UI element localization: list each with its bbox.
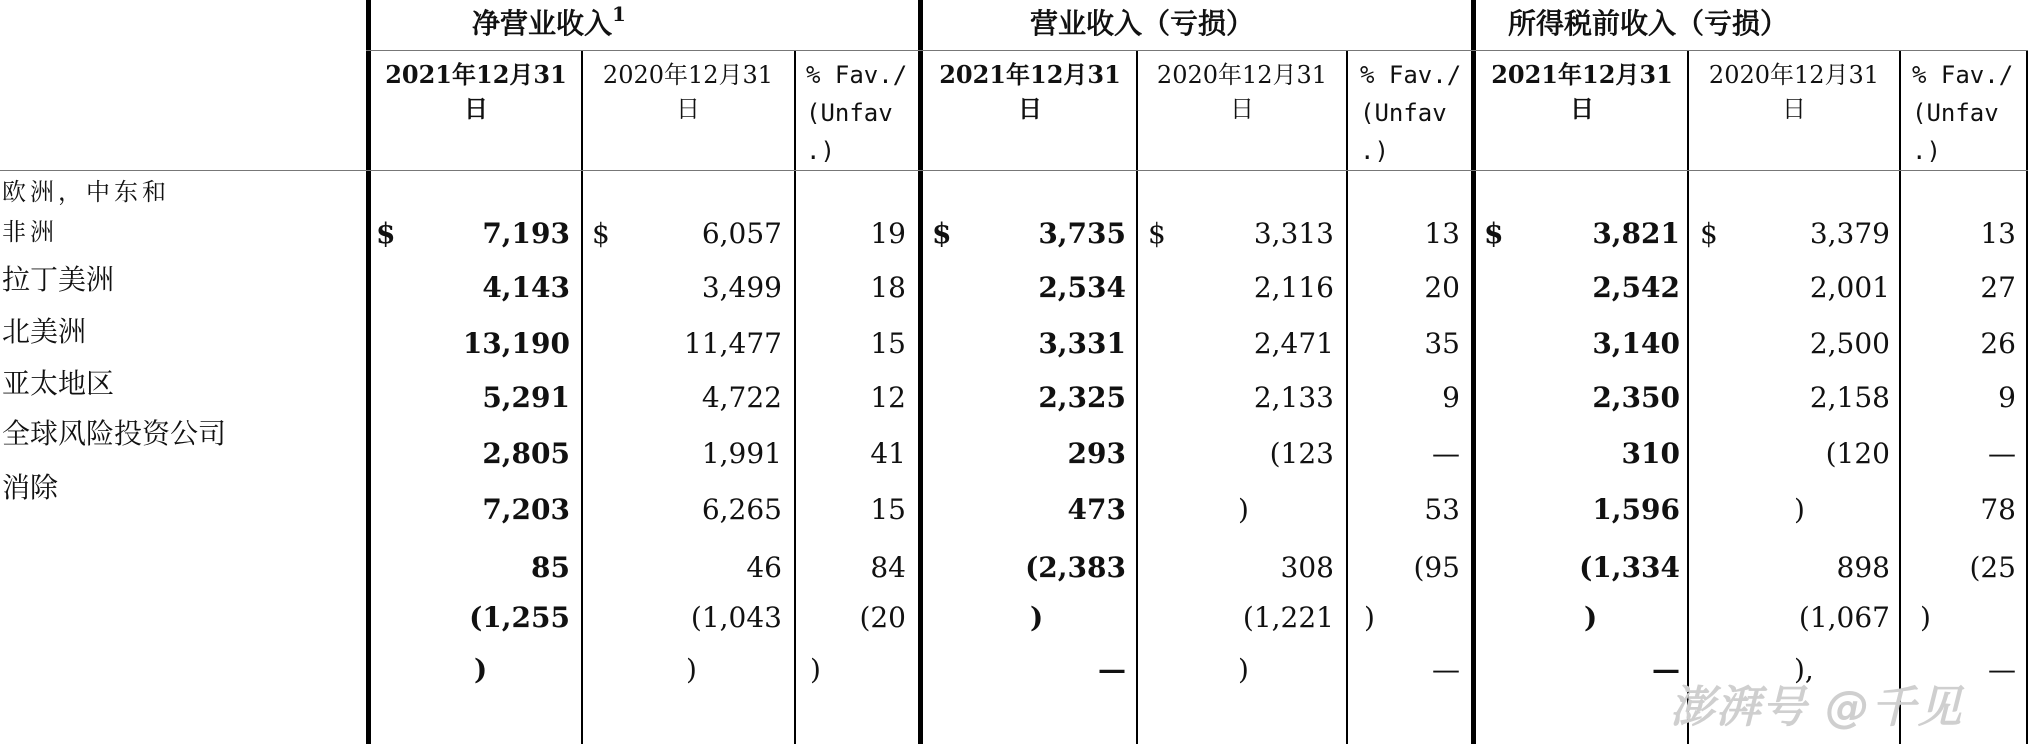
table-cell: (95	[1413, 551, 1460, 584]
row-label-asia-pacific: 亚太地区	[2, 367, 115, 400]
table-cell: 3,313	[1253, 217, 1334, 250]
watermark: 澎湃号 @千见	[1670, 682, 1964, 733]
table-cell: —	[1098, 653, 1126, 686]
table-cell: 20	[1424, 271, 1460, 304]
table-cell: 13	[1980, 217, 2016, 250]
table-cell: 11,477	[684, 327, 782, 360]
table-cell: 3,499	[701, 271, 782, 304]
table-cell: (1,043	[690, 601, 782, 634]
table-cell: —	[1988, 437, 2016, 470]
table-cell: 2,158	[1809, 381, 1890, 414]
table-cell: 4,143	[482, 271, 570, 304]
table-cell: 3,331	[1038, 327, 1126, 360]
table-cell: )	[1584, 601, 1598, 634]
table-cell: 293	[1067, 437, 1126, 470]
table-cell: ),	[1794, 653, 1814, 686]
table-cell: 4,722	[701, 381, 782, 414]
table-cell: )	[474, 653, 488, 686]
table-cell: )	[1238, 653, 1249, 686]
table-cell: (1,334	[1579, 551, 1680, 584]
column-divider	[581, 50, 583, 744]
table-cell: (1,255	[469, 601, 570, 634]
dollar-sign: $	[1484, 217, 1504, 250]
row-label-north-america: 北美洲	[2, 315, 87, 348]
table-cell: 2,350	[1592, 381, 1680, 414]
table-cell: (123	[1269, 437, 1334, 470]
table-cell: 27	[1980, 271, 2016, 304]
column-divider	[1899, 50, 1901, 744]
table-cell: 2,534	[1038, 271, 1126, 304]
subheader-2021: 2021年12月31 日	[385, 60, 567, 123]
table-cell: 308	[1280, 551, 1334, 584]
table-cell: —	[1988, 653, 2016, 686]
table-cell: 2,116	[1253, 271, 1334, 304]
table-cell: 9	[1998, 381, 2016, 414]
table-cell: 6,265	[701, 493, 782, 526]
table-cell: 35	[1424, 327, 1460, 360]
table-cell: 2,542	[1592, 271, 1680, 304]
table-cell: 2,500	[1809, 327, 1890, 360]
column-divider	[1471, 0, 1476, 744]
table-cell: 13,190	[462, 327, 570, 360]
table-cell: 3,379	[1809, 217, 1890, 250]
table-cell: )	[1238, 493, 1249, 526]
subheader-pct: % Fav./ (Unfav .)	[806, 61, 908, 165]
header-net-revenue: 净营业收入$^1$	[472, 2, 626, 40]
table-cell: 19	[870, 217, 906, 250]
table-cell: (20	[859, 601, 906, 634]
dollar-sign: $	[592, 217, 610, 250]
dollar-sign: $	[1700, 217, 1718, 250]
table-cell: 2,325	[1038, 381, 1126, 414]
table-cell: 3,735	[1038, 217, 1126, 250]
subheader-2021: 2021年12月31 日	[1491, 60, 1673, 123]
row-label-latin-america: 拉丁美洲	[2, 263, 115, 296]
header-divider	[366, 50, 2028, 51]
table-cell: 7,193	[482, 217, 570, 250]
table-cell: 26	[1980, 327, 2016, 360]
column-divider	[366, 0, 371, 744]
header-operating-income: 营业收入（亏损）	[1030, 7, 1255, 40]
table-cell: 1,991	[701, 437, 782, 470]
column-divider	[794, 50, 796, 744]
table-cell: 12	[870, 381, 906, 414]
table-cell: 6,057	[701, 217, 782, 250]
table-cell: 898	[1836, 551, 1890, 584]
subheader-pct: % Fav./ (Unfav .)	[1912, 61, 2014, 165]
table-cell: —	[1432, 653, 1460, 686]
subheader-2021: 2021年12月31 日	[939, 60, 1121, 123]
table-cell: 46	[746, 551, 782, 584]
table-cell: 9	[1442, 381, 1460, 414]
table-cell: 3,821	[1592, 217, 1680, 250]
table-cell: )	[1364, 601, 1375, 634]
table-cell: (2,383	[1025, 551, 1126, 584]
table-cell: 41	[870, 437, 906, 470]
table-cell: )	[810, 653, 821, 686]
table-cell: 2,805	[482, 437, 570, 470]
table-cell: 15	[870, 327, 906, 360]
table-cell: 2,001	[1809, 271, 1890, 304]
table-cell: 78	[1980, 493, 2016, 526]
row-label-emea-line2: 非洲	[2, 218, 58, 246]
table-cell: )	[1030, 601, 1044, 634]
table-cell: 18	[870, 271, 906, 304]
subheader-2020: 2020年12月31 日	[1156, 61, 1328, 123]
subheader-pct: % Fav./ (Unfav .)	[1360, 61, 1462, 165]
table-cell: (25	[1969, 551, 2016, 584]
table-cell: 53	[1424, 493, 1460, 526]
subheader-2020: 2020年12月31 日	[1708, 61, 1880, 123]
header-pretax-income: 所得税前收入（亏损）	[1508, 7, 1789, 40]
table-cell: 84	[870, 551, 906, 584]
table-cell: )	[686, 653, 697, 686]
column-divider	[1687, 50, 1689, 744]
table-cell: 3,140	[1592, 327, 1680, 360]
column-divider	[918, 0, 923, 744]
table-cell: 1,596	[1592, 493, 1680, 526]
table-cell: —	[1432, 437, 1460, 470]
table-cell: 13	[1424, 217, 1460, 250]
column-divider	[1346, 50, 1348, 744]
table-cell: 15	[870, 493, 906, 526]
dollar-sign: $	[932, 217, 952, 250]
table-cell: 2,471	[1253, 327, 1334, 360]
table-cell: 2,133	[1253, 381, 1334, 414]
dollar-sign: $	[376, 217, 396, 250]
table-cell: (120	[1825, 437, 1890, 470]
column-divider	[1136, 50, 1138, 744]
row-label-eliminations: 消除	[2, 471, 59, 504]
row-label-emea-line1: 欧洲，中东和	[2, 178, 170, 206]
table-cell: (1,067	[1798, 601, 1890, 634]
table-cell: 7,203	[482, 493, 570, 526]
table-cell: 85	[531, 551, 570, 584]
header-divider	[0, 170, 2028, 171]
table-cell: 473	[1067, 493, 1126, 526]
table-cell: 310	[1621, 437, 1680, 470]
table-cell: )	[1794, 493, 1805, 526]
table-cell: )	[1920, 601, 1931, 634]
dollar-sign: $	[1148, 217, 1166, 250]
subheader-2020: 2020年12月31 日	[602, 61, 774, 123]
table-cell: —	[1652, 653, 1680, 686]
row-label-global-ventures: 全球风险投资公司	[2, 417, 227, 450]
table-cell: 5,291	[482, 381, 570, 414]
table-cell: (1,221	[1242, 601, 1334, 634]
